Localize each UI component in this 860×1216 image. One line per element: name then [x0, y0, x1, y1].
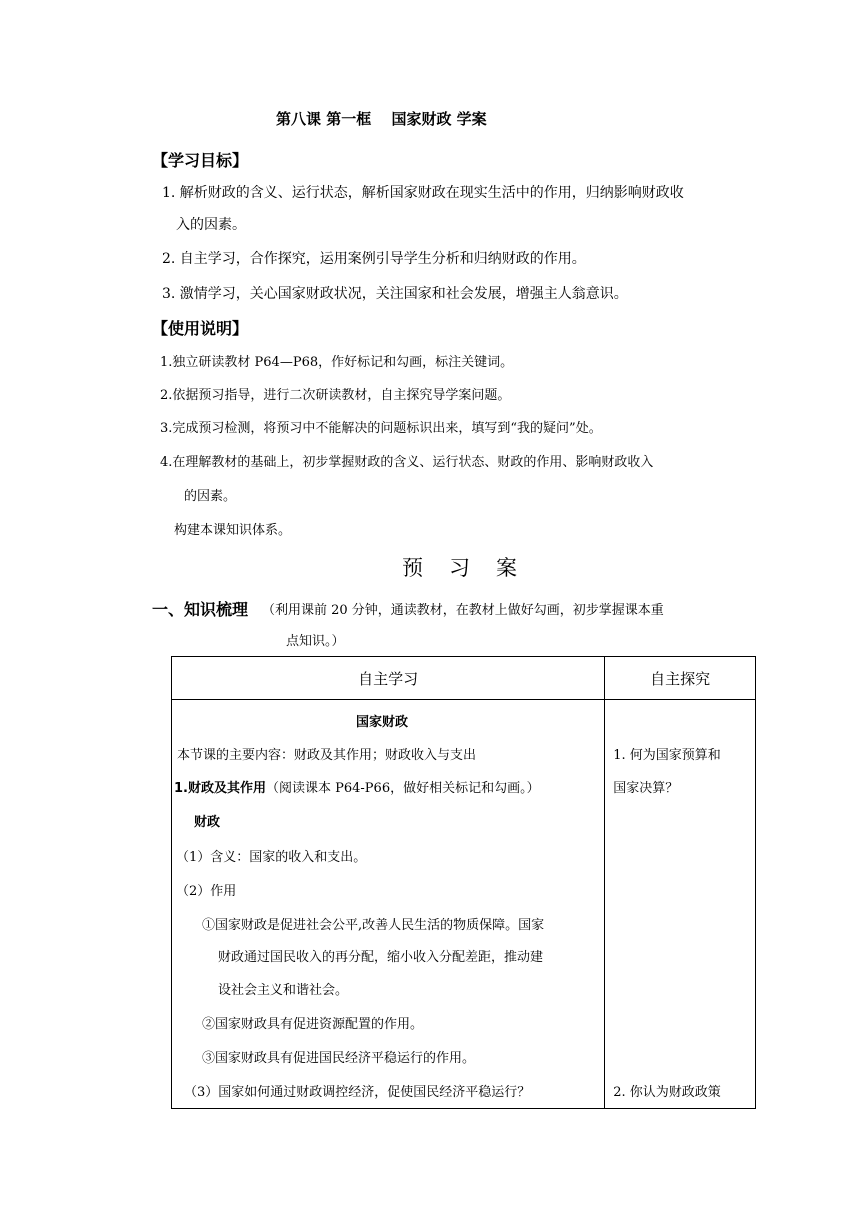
- usage-item-4-line-2: 的因素。: [184, 489, 237, 504]
- main-content-line: 本节课的主要内容：财政及其作用；财政收入与支出: [177, 748, 477, 763]
- explore-q2-line-1: 2. 你认为财政政策: [613, 1085, 721, 1100]
- usage-item-4-line-1: 4.在理解教材的基础上，初步掌握财政的含义、运行状态、财政的作用、影响财政收入: [160, 455, 654, 470]
- col-header-self-explore: 自主探究: [605, 657, 756, 700]
- part-1-note: （阅读课本 P64-P66，做好相关标记和勾画。）: [265, 781, 540, 796]
- definition-line: （1）含义：国家的收入和支出。: [176, 850, 367, 865]
- explore-q1-line-1: 1. 何为国家预算和: [613, 748, 721, 763]
- explore-q1-line-2: 国家决算？: [613, 781, 679, 796]
- usage-item-2: 2.依据预习指导，进行二次研读教材，自主探究导学案问题。: [160, 388, 511, 403]
- preview-heading: 预习案: [402, 556, 543, 580]
- table-header-row: [172, 657, 756, 700]
- goal-item-3: 3. 激情学习，关心国家财政状况，关注国家和社会发展，增强主人翁意识。: [162, 286, 628, 302]
- study-table: [171, 656, 756, 1109]
- part-1-line: [174, 777, 540, 796]
- usage-item-5: 构建本课知识体系。: [174, 523, 292, 538]
- role-1-line-1: ①国家财政是促进社会公平,改善人民生活的物质保障。国家: [202, 918, 545, 933]
- col-header-self-study: 自主学习: [172, 657, 605, 700]
- cell-subtitle: 国家财政: [356, 715, 409, 730]
- goal-item-1-line-2: 入的因素。: [176, 217, 246, 233]
- usage-item-1: 1.独立研读教材 P64—P68，作好标记和勾画，标注关键词。: [160, 355, 514, 370]
- goal-item-1-line-1: 1. 解析财政的含义、运行状态，解析国家财政在现实生活中的作用，归纳影响财政收: [162, 185, 684, 201]
- goals-header: 【学习目标】: [152, 151, 249, 170]
- section-note-line-2: 点知识。）: [286, 634, 345, 649]
- section-note-line-1: （利用课前 20 分钟，通读教材，在教材上做好勾画，初步掌握课本重: [262, 603, 664, 618]
- question-3: （3）国家如何通过财政调控经济，促使国民经济平稳运行？: [184, 1085, 531, 1100]
- role-1-line-3: 设社会主义和谐社会。: [218, 983, 349, 998]
- role-heading: （2）作用: [176, 884, 237, 899]
- part-1-title: 1.财政及其作用: [174, 781, 266, 796]
- role-2: ②国家财政具有促进资源配置的作用。: [202, 1017, 424, 1032]
- caizheng-label: 财政: [194, 815, 221, 830]
- table-body-row: [172, 700, 756, 1109]
- goal-item-2: 2. 自主学习，合作探究，运用案例引导学生分析和归纳财政的作用。: [162, 251, 586, 267]
- usage-header: 【使用说明】: [152, 319, 249, 338]
- self-explore-cell: [605, 700, 756, 1109]
- role-3: ③国家财政具有促进国民经济平稳运行的作用。: [202, 1051, 476, 1066]
- role-1-line-2: 财政通过国民收入的再分配，缩小收入分配差距，推动建: [218, 950, 544, 965]
- usage-item-3: 3.完成预习检测，将预习中不能解决的问题标识出来，填写到“我的疑问”处。: [160, 421, 602, 436]
- self-study-cell: [172, 700, 605, 1109]
- document-title: 第八课 第一框 国家财政 学案: [276, 110, 487, 128]
- section-title: 一、知识梳理: [152, 600, 249, 619]
